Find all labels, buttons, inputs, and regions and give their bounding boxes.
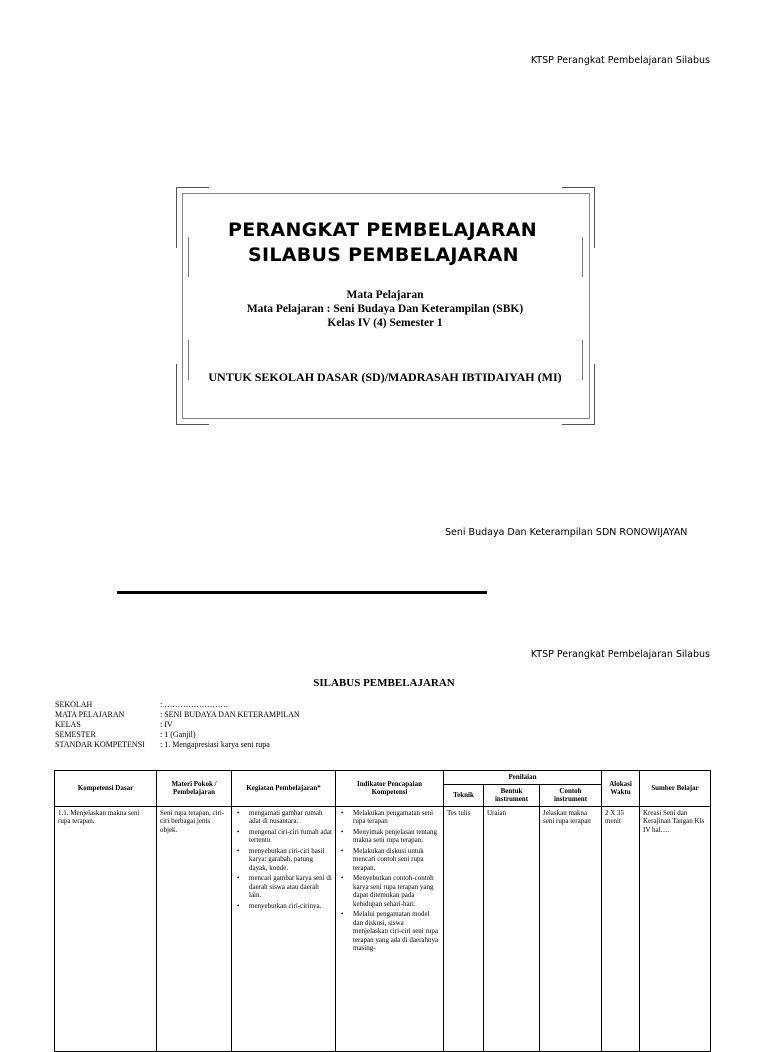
list-item: • Menyebutkan contoh-contoh karya seni rupa terapan yang dapat ditemukan pada kehidupan sehari-hari. [353,874,440,908]
cover-school-line: UNTUK SEKOLAH DASAR (SD)/MADRASAH IBTIDAIYAH (MI) [208,370,562,384]
header-penilaian: Penilaian [444,771,602,785]
info-row [55,700,300,710]
syllabus-table [54,770,711,1052]
page-header: KTSP Perangkat Pembelajaran Silabus [530,649,710,660]
info-value: : 1. Mengapresiasi karya seni rupa [160,740,270,749]
list-item: • Melakukan diskusi untuk mencari contoh seni rupa terapan. [353,847,440,873]
header-teknik: Teknik [444,784,484,806]
list-item: • Menyimak penjelasan tentang makna seni rupa terapan. [353,828,440,845]
info-key: KELAS [55,720,81,729]
cell-kompetensi-dasar: 1.1. Menjelaskan makna seni rupa terapan. [55,806,157,1051]
header-contoh: Contoh instrument [540,784,602,806]
frame-corner [562,187,595,248]
header-materi: Materi Pokok / Pembelajaran [157,771,232,807]
cover-title-line2: SILABUS PEMBELAJARAN [248,244,519,266]
cover-subject: Mata Pelajaran : Seni Budaya Dan Keterampilan (SBK) [246,303,524,315]
cover-class: Kelas IV (4) Semester 1 [327,317,443,329]
list-item: • Melalui pengamatan model dan diskusi, siswa menjelaskan ciri-ciri seni rupa terapan yang ada di daerahnya masing- [353,910,440,953]
info-row [55,730,300,740]
info-value: : …………………… [160,700,229,709]
cell-alokasi: 2 X 35 menit [602,806,640,1051]
list-item: • mencari gambar karya seni di daerah siswa atau daerah lain. [249,874,332,900]
cover-title-line1: PERANGKAT PEMBELAJARAN [228,219,537,241]
list-item: • menyebutkan ciri-cirinya. [249,902,332,911]
page-header: KTSP Perangkat Pembelajaran Silabus [530,55,710,66]
info-value: : SENI BUDAYA DAN KETERAMPILAN [160,710,300,719]
cell-bentuk: Uraian [484,806,540,1051]
cell-contoh: Jelaskan makna seni rupa terapan [540,806,602,1051]
frame-corner [176,187,209,248]
cell-indikator [336,806,444,1051]
header-sumber: Sumber Belajar [640,771,711,807]
header-indikator: Indikator Pencapaian Kompetensi [336,771,444,807]
table-row [55,806,711,1051]
info-row [55,720,300,730]
page-footer: Seni Budaya Dan Keterampilan SDN RONOWIJAYAN [445,527,688,538]
cell-sumber: Kreasi Seni dan Kerajinan Tangan Kls IV hal…. [640,806,711,1051]
info-key: SEKOLAH [55,700,93,709]
page-divider [117,591,487,594]
cell-kegiatan [232,806,336,1051]
info-key: STANDAR KOMPETENSI [55,740,145,749]
cover-subtitle: Mata Pelajaran [346,289,424,301]
info-key: SEMESTER [55,730,96,739]
info-row [55,740,300,750]
info-key: MATA PELAJARAN [55,710,125,719]
header-alokasi: Alokasi Waktu [602,771,640,807]
cell-materi: Seni rupa terapan, ciri-ciri berbagai jenis objek. [157,806,232,1051]
cell-teknik: Tes tulis [444,806,484,1051]
list-item: • Melakukan pengamatan seni rupa terapan [353,809,440,826]
list-item: • mengenal ciri-ciri rumah adat tertentu [249,828,332,845]
frame-ornament [188,237,189,277]
syllabus-info [55,700,300,750]
info-value: : 1 (Ganjil) [160,730,196,739]
header-kompetensi-dasar: Kompetensi Dasar [55,771,157,807]
list-item: • mengamati gambar rumah adat di nusantara. [249,809,332,826]
header-bentuk: Bentuk instrument [484,784,540,806]
info-row [55,710,300,720]
frame-ornament [582,237,583,277]
info-value: : IV [160,720,173,729]
header-kegiatan: Kegiatan Pembelajaran* [232,771,336,807]
list-item: • menyebutkan ciri-ciri hasil karya: garabah, patung dayak, konde. [249,847,332,873]
syllabus-title: SILABUS PEMBELAJARAN [313,677,455,689]
